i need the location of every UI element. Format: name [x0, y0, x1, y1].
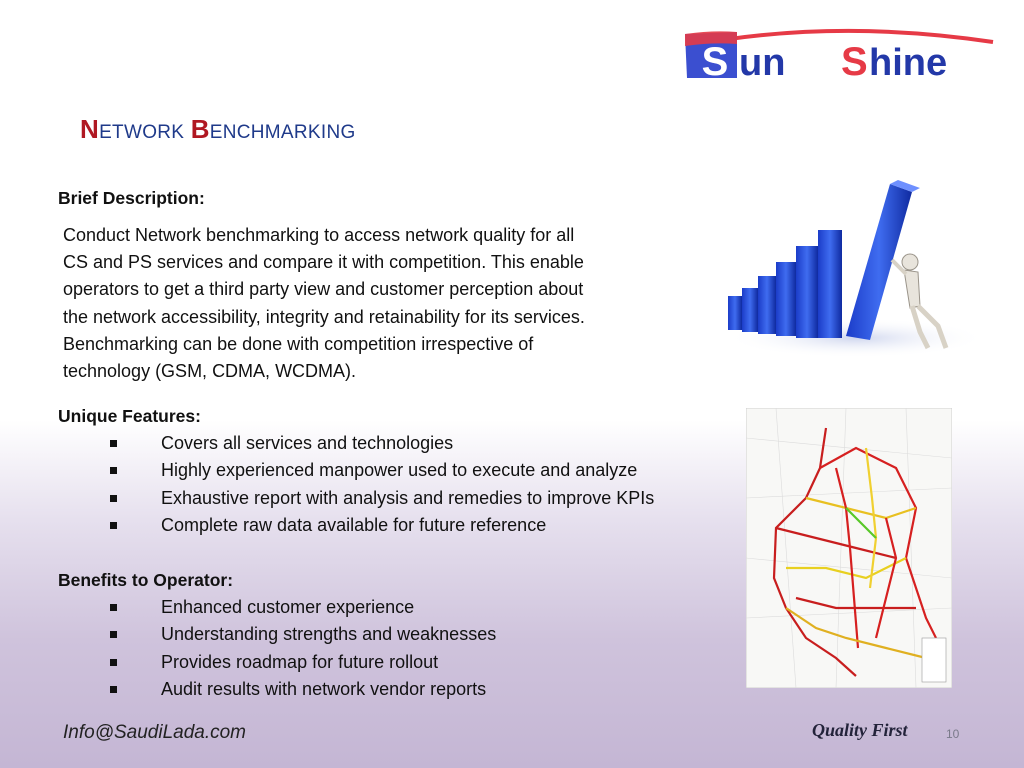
benefits-list — [108, 594, 496, 703]
brief-description-heading: Brief Description: — [58, 188, 205, 208]
footer-email: Info@SaudiLada.com — [63, 722, 247, 743]
bullet-icon — [110, 604, 117, 611]
desc-line: Conduct Network benchmarking to access network quality for all — [63, 225, 575, 245]
desc-line: CS and PS services and compare it with competition. This enable — [63, 252, 584, 273]
bullet-icon — [110, 467, 117, 474]
bullet-icon — [110, 686, 117, 693]
list-item-text: Exhaustive report with analysis and remedies to improve KPIs — [161, 487, 655, 508]
footer-tagline: Quality First — [812, 720, 908, 740]
bullet-icon — [110, 631, 117, 638]
desc-line: operators to get a third party view and customer perception about — [63, 279, 584, 300]
list-item — [108, 512, 654, 539]
list-item-text: Audit results with network vendor reports — [161, 679, 487, 700]
list-item — [108, 676, 496, 703]
desc-line: technology (GSM, CDMA, WCDMA). — [63, 361, 357, 382]
title-word-benchmarking: ENCHMARKING — [209, 122, 356, 143]
sunshine-logo — [683, 22, 999, 84]
list-item — [108, 621, 496, 648]
bullet-icon — [110, 440, 117, 447]
brief-description-text — [63, 222, 693, 385]
desc-line: Benchmarking can be done with competition irrespective of — [63, 333, 534, 354]
logo-text-hine: hine — [869, 42, 948, 84]
page-number: 10 — [946, 727, 960, 741]
title-word-network: ETWORK — [99, 122, 185, 143]
list-item — [108, 594, 496, 621]
unique-features-heading: Unique Features: — [58, 406, 201, 426]
logo-text-s2: S — [841, 40, 868, 84]
bullet-icon — [110, 495, 117, 502]
list-item — [108, 457, 654, 484]
list-item-text: Enhanced customer experience — [161, 597, 415, 618]
benefits-heading: Benefits to Operator: — [58, 570, 234, 590]
list-item-text: Covers all services and technologies — [161, 433, 454, 454]
list-item-text: Highly experienced manpower used to execute and analyze — [161, 460, 638, 481]
bar-chart-illustration — [706, 176, 986, 376]
list-item-text: Provides roadmap for future rollout — [161, 651, 439, 672]
logo-text-sun: un — [739, 42, 786, 84]
bars — [728, 180, 920, 340]
desc-line: the network accessibility, integrity and retainability for its services. — [63, 306, 585, 327]
page-title — [80, 114, 356, 145]
list-item — [108, 649, 496, 676]
title-initial-b: B — [190, 114, 210, 144]
features-list — [108, 430, 654, 539]
bullet-icon — [110, 659, 117, 666]
map-legend — [922, 638, 946, 682]
title-initial-n: N — [80, 114, 100, 144]
drive-test-map — [746, 408, 952, 688]
bullet-icon — [110, 522, 117, 529]
list-item-text: Understanding strengths and weaknesses — [161, 624, 497, 645]
list-item-text: Complete raw data available for future reference — [161, 515, 547, 536]
logo-letter-s: S — [701, 40, 729, 84]
list-item — [108, 430, 654, 457]
list-item — [108, 485, 654, 512]
